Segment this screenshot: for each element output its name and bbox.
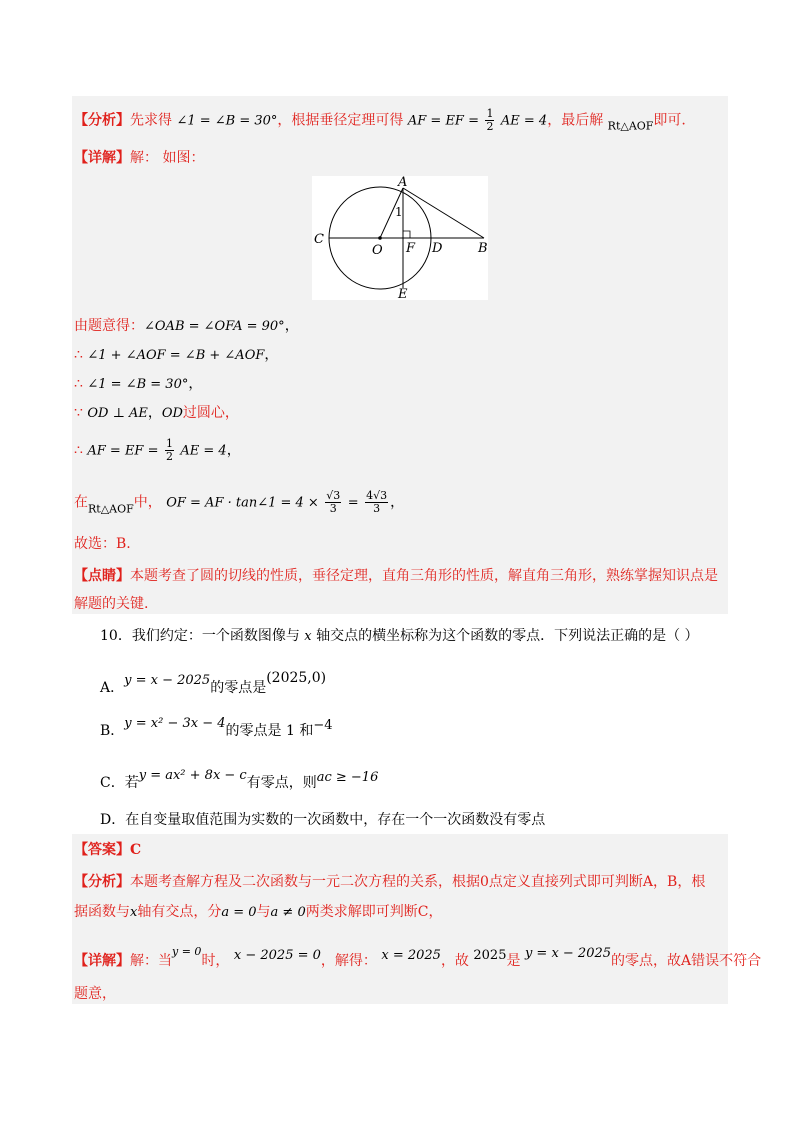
analysis-line: 【分析】先求得 ∠1 = ∠B = 30°，根据垂径定理可得 AF = EF = $\frac{1}{2}$ AE = 4，最后解 $_{Rt\triangle AOF}$即可.	[74, 107, 686, 133]
comment-line-1: 【点睛】本题考查了圆的切线的性质，垂径定理，直角三角形的性质，解直角三角形，熟练掌握知识点是	[74, 568, 718, 584]
center-dot	[378, 236, 382, 240]
detail-tag: 【详解】	[74, 150, 130, 166]
fraction-4sqrt3-3: $\frac{4√3}{3}$	[366, 489, 388, 515]
analysis-tag: 【分析】	[74, 112, 130, 129]
label-B: B	[478, 241, 488, 256]
fraction-half: $\frac{1}{2}$	[486, 107, 494, 133]
answer-line: 【答案】C	[74, 842, 142, 858]
fraction-sqrt3-3: $\frac{√3}{3}$	[326, 489, 341, 515]
label-O: O	[372, 243, 383, 258]
circle-diagram	[312, 176, 488, 300]
analysis2-line-1: 【分析】本题考查解方程及二次函数与一元二次方程的关系，根据0点定义直接列式即可判断A，B，根	[74, 874, 706, 890]
detail2-line-2: 题意，	[74, 986, 116, 1002]
right-angle-mark	[403, 231, 410, 238]
label-A: A	[398, 176, 408, 190]
label-C: C	[314, 232, 324, 247]
option-B: B．y = x² − 3x − 4的零点是 1 和−4	[100, 716, 333, 739]
comment-line-2: 解题的关键.	[74, 596, 149, 612]
tangent-AB	[403, 188, 484, 238]
label-angle-1: 1	[395, 205, 403, 219]
label-D: D	[432, 241, 443, 256]
fraction-half: $\frac{1}{2}$	[165, 437, 173, 463]
option-A: A．y = x − 2025的零点是(2025,0)	[100, 670, 327, 696]
option-C: C．若y = ax² + 8x − c有零点，则ac ≥ −16	[100, 768, 379, 791]
analysis2-tag: 【分析】	[74, 874, 130, 890]
step-2: ∴ ∠1 + ∠AOF = ∠B + ∠AOF，	[74, 347, 279, 363]
step-5: ∴ AF = EF = $\frac{1}{2}$ AE = 4，	[74, 437, 241, 463]
question-10-stem: 10．我们约定：一个函数图像与 x 轴交点的横坐标称为这个函数的零点．下列说法正确的是（ ）	[100, 628, 699, 644]
detail-line: 【详解】解： 如图：	[74, 150, 205, 166]
detail2-tag: 【详解】	[74, 953, 130, 969]
analysis2-line-2: 据函数与x轴有交点，分a = 0与a ≠ 0两类求解即可判断C，	[74, 904, 443, 920]
step-7: 故选：B.	[74, 536, 131, 552]
step-6: 在$_{Rt\triangle AOF}$中， OF = AF · tan∠1 = 4 × $\frac{√3}{3}$ = $\frac{4√3}{3}$ ，	[74, 489, 405, 516]
geometry-figure	[312, 176, 488, 300]
label-E: E	[398, 287, 408, 300]
step-1: 由题意得：∠OAB = ∠OFA = 90°，	[74, 318, 299, 334]
step-3: ∴ ∠1 = ∠B = 30°，	[74, 376, 203, 392]
answer-tag: 【答案】	[74, 842, 130, 858]
step-4: ∵ OD ⊥ AE，OD过圆心，	[74, 405, 239, 421]
label-F: F	[406, 241, 416, 256]
comment-tag: 【点睛】	[74, 568, 130, 584]
option-D: D．在自变量取值范围为实数的一次函数中，存在一个一次函数没有零点	[100, 812, 546, 828]
detail2-line-1: 【详解】解：当$^{y = 0}$时， x − 2025 = 0，解得： x = 2025，故 2025是 y = x − 2025的零点，故A错误不符合	[74, 945, 762, 969]
